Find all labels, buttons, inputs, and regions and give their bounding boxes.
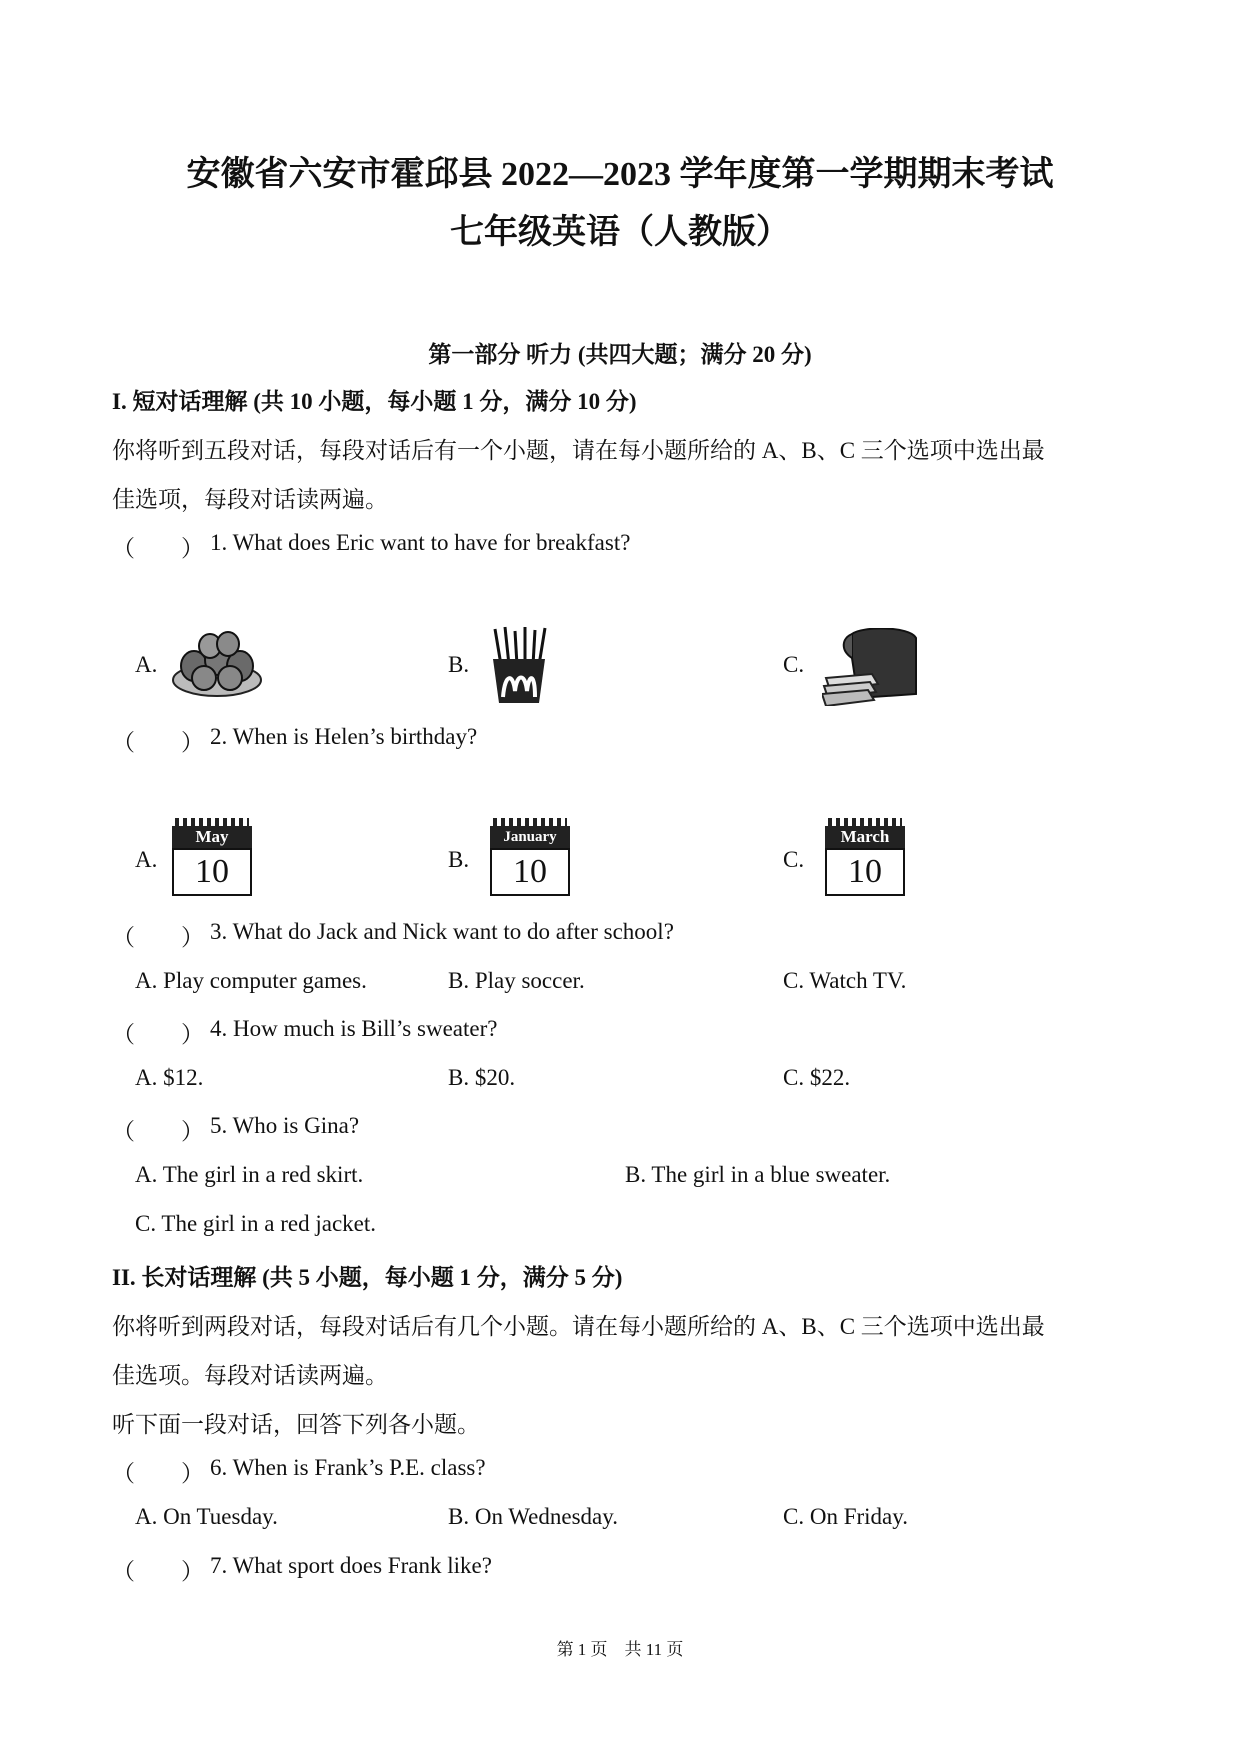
option-c[interactable]: C. Watch TV.	[783, 968, 907, 993]
section1-instruction-cont: 佳选项，每段对话读两遍。	[112, 487, 388, 512]
section2-heading: II. 长对话理解 (共 5 小题，每小题 1 分，满分 5 分)	[112, 1265, 623, 1290]
section1-instruction: 你将听到五段对话，每段对话后有一个小题，请在每小题所给的 A、B、C 三个选项中选出最	[112, 438, 1045, 463]
option-label[interactable]: A.	[135, 652, 158, 677]
dialogue-instruction: 听下面一段对话，回答下列各小题。	[112, 1412, 480, 1437]
fries-icon	[487, 625, 551, 705]
option-c[interactable]: C. $22.	[783, 1065, 851, 1090]
option-a[interactable]: A. Play computer games.	[135, 968, 367, 993]
exam-title-line1: 安徽省六安市霍邱县 2022—2023 学年度第一学期期末考试	[186, 156, 1054, 193]
calendar-icon	[490, 818, 570, 896]
answer-blank[interactable]: （ ）	[112, 1022, 204, 1047]
option-b[interactable]: B. The girl in a blue sweater.	[625, 1162, 891, 1187]
option-c[interactable]: C. On Friday.	[783, 1504, 909, 1529]
section2-instruction: 你将听到两段对话，每段对话后有几个小题。请在每小题所给的 A、B、C 三个选项中选出最	[112, 1314, 1045, 1339]
question-4: 4. How much is Bill’s sweater?	[210, 1016, 498, 1041]
question-3: 3. What do Jack and Nick want to do after school?	[210, 919, 674, 944]
answer-blank[interactable]: （ ）	[112, 925, 204, 950]
option-label[interactable]: C.	[783, 652, 805, 677]
option-b[interactable]: B. $20.	[448, 1065, 516, 1090]
option-a[interactable]: A. $12.	[135, 1065, 204, 1090]
question-5: 5. Who is Gina?	[210, 1113, 360, 1138]
answer-blank[interactable]: （ ）	[112, 1559, 204, 1584]
question-7: 7. What sport does Frank like?	[210, 1553, 492, 1578]
option-b[interactable]: B. Play soccer.	[448, 968, 585, 993]
question-1: 1. What does Eric want to have for breakfast?	[210, 530, 631, 555]
answer-blank[interactable]: （ ）	[112, 730, 204, 755]
section2-instruction-cont: 佳选项。每段对话读两遍。	[112, 1363, 388, 1388]
option-c[interactable]: C. The girl in a red jacket.	[135, 1211, 376, 1236]
bread-icon	[822, 628, 922, 706]
calendar-month: March	[825, 826, 905, 848]
calendar-icon	[825, 818, 905, 896]
option-label[interactable]: C.	[783, 847, 805, 872]
answer-blank[interactable]: （ ）	[112, 1461, 204, 1486]
page-number: 第 1 页 共 11 页	[556, 1640, 684, 1659]
calendar-month: January	[490, 826, 570, 848]
option-a[interactable]: A. The girl in a red skirt.	[135, 1162, 364, 1187]
section1-heading: I. 短对话理解 (共 10 小题，每小题 1 分，满分 10 分)	[112, 389, 637, 414]
option-label[interactable]: B.	[448, 847, 470, 872]
option-a[interactable]: A. On Tuesday.	[135, 1504, 278, 1529]
part1-heading: 第一部分 听力 (共四大题；满分 20 分)	[428, 342, 812, 367]
calendar-icon	[172, 818, 252, 896]
eggs-icon	[172, 628, 262, 698]
calendar-day: 10	[825, 848, 905, 896]
option-label[interactable]: B.	[448, 652, 470, 677]
option-label[interactable]: A.	[135, 847, 158, 872]
calendar-day: 10	[172, 848, 252, 896]
question-2: 2. When is Helen’s birthday?	[210, 724, 478, 749]
answer-blank[interactable]: （ ）	[112, 1119, 204, 1144]
option-b[interactable]: B. On Wednesday.	[448, 1504, 618, 1529]
answer-blank[interactable]: （ ）	[112, 536, 204, 561]
calendar-month: May	[172, 826, 252, 848]
question-6: 6. When is Frank’s P.E. class?	[210, 1455, 486, 1480]
exam-title-line2: 七年级英语（人教版）	[450, 214, 790, 251]
calendar-day: 10	[490, 848, 570, 896]
